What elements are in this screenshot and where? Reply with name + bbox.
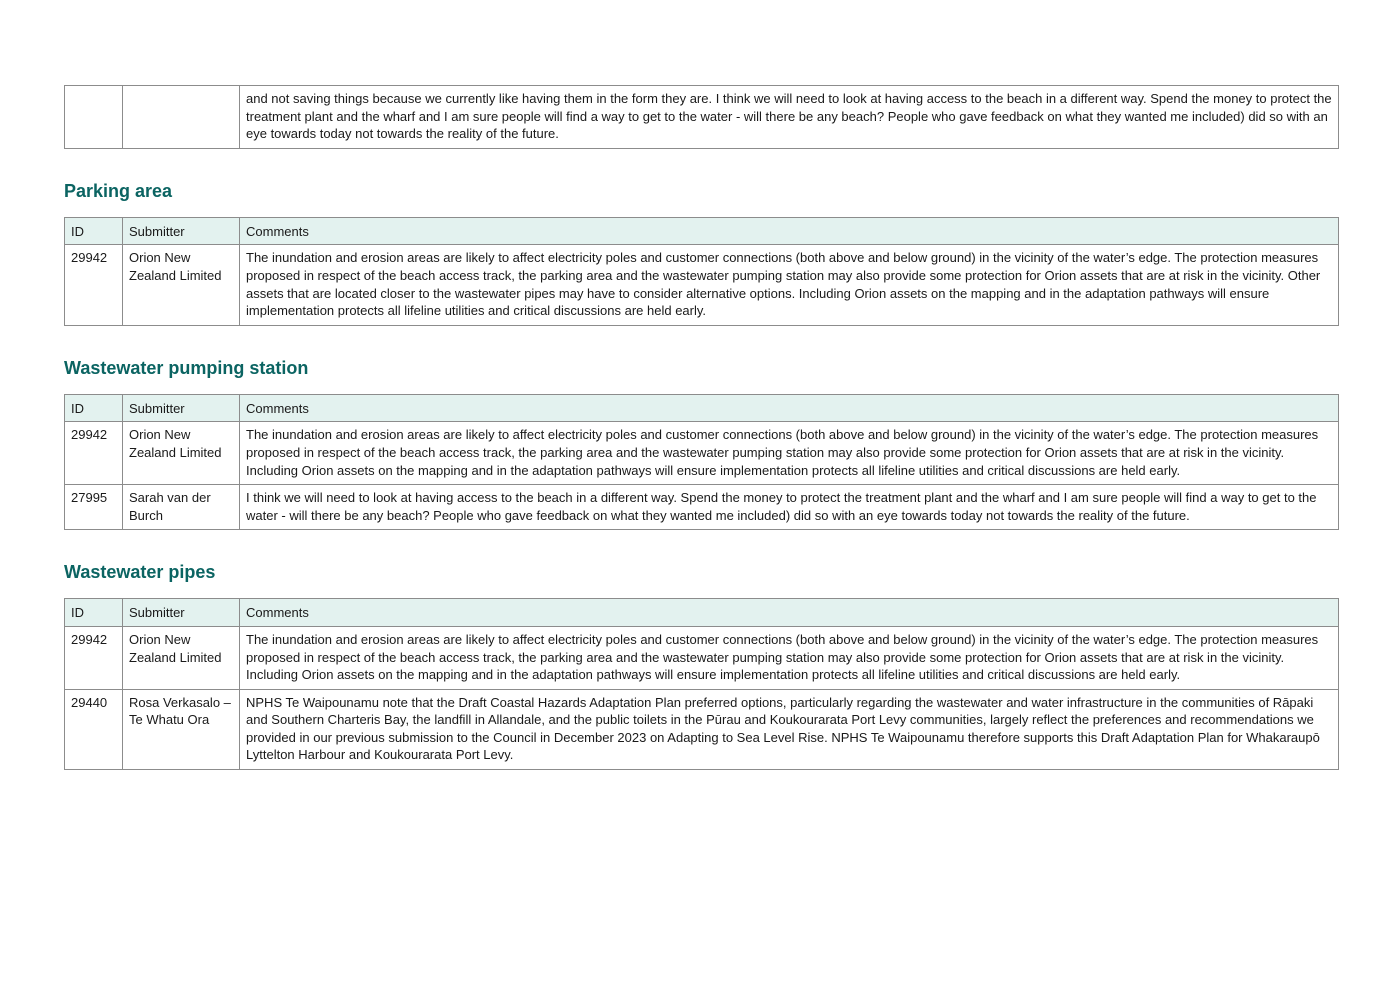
comments-cell: and not saving things because we currently like having them in the form they are. I think we will need to look at having access to the beach in a different way. Spend the money to protect the treatment plant and the wharf and I am sure people will find a way to get to the water - will there be any beach? People who gave feedback on what they wanted me included) did so with an eye towards today not towards the reality of the future. — [240, 86, 1339, 149]
comments-cell: NPHS Te Waipounamu note that the Draft Coastal Hazards Adaptation Plan preferred options, particularly regarding the wastewater and water infrastructure in the communities of Rāpaki and Southern Charteris Bay, the landfill in Allandale, and the public toilets in the Pūrau and Koukourarata Port Levy communities, largely reflect the preferences and recommendations we provided in our previous submission to the Council in December 2023 on Adapting to Sea Level Rise. NPHS Te Waipounamu therefore supports this Draft Adaptation Plan for Whakaraupō Lyttelton Harbour and Koukourarata Port Levy. — [240, 689, 1339, 769]
id-cell: 29942 — [65, 626, 123, 689]
header-comments: Comments — [240, 217, 1339, 245]
table-header-row — [65, 217, 1339, 245]
submitter-cell: Orion New Zealand Limited — [123, 626, 240, 689]
header-id: ID — [65, 599, 123, 627]
comments-cell: I think we will need to look at having access to the beach in a different way. Spend the money to protect the treatment plant and the wharf and I am sure people will find a way to get to the water - will there be any beach? People who gave feedback on what they wanted me included) did so with an eye towards today not towards the reality of the future. — [240, 485, 1339, 530]
table-row — [65, 689, 1339, 769]
table-row — [65, 245, 1339, 325]
header-comments: Comments — [240, 599, 1339, 627]
header-id: ID — [65, 217, 123, 245]
submitter-cell — [123, 86, 240, 149]
table-row — [65, 626, 1339, 689]
table-header-row — [65, 394, 1339, 422]
table-row — [65, 422, 1339, 485]
section-title-wastewater-pipes: Wastewater pipes — [64, 562, 216, 583]
comments-cell: The inundation and erosion areas are likely to affect electricity poles and customer connections (both above and below ground) in the vicinity of the water’s edge. The protection measures proposed in respect of the beach access track, the parking area and the wastewater pumping station may also provide some protection for Orion assets that are at risk in the vicinity. Including Orion assets on the mapping and in the adaptation pathways will ensure implementation protects all lifeline utilities and critical discussions are held early. — [240, 626, 1339, 689]
table-header-row — [65, 599, 1339, 627]
id-cell: 29942 — [65, 422, 123, 485]
header-id: ID — [65, 394, 123, 422]
parking-area-table — [64, 217, 1339, 326]
submitter-cell: Orion New Zealand Limited — [123, 422, 240, 485]
section-title-parking-area: Parking area — [64, 180, 173, 201]
id-cell: 29440 — [65, 689, 123, 769]
id-cell: 27995 — [65, 485, 123, 530]
continued-table — [64, 85, 1339, 149]
header-submitter: Submitter — [123, 394, 240, 422]
id-cell: 29942 — [65, 245, 123, 325]
submitter-cell: Rosa Verkasalo – Te Whatu Ora — [123, 689, 240, 769]
submitter-cell: Orion New Zealand Limited — [123, 245, 240, 325]
section-title-wastewater-pumping-station: Wastewater pumping station — [64, 357, 309, 378]
wastewater-pumping-station-table — [64, 394, 1339, 531]
table-row — [65, 485, 1339, 530]
wastewater-pipes-table — [64, 598, 1339, 770]
table-row — [65, 86, 1339, 149]
document-page — [64, 85, 1338, 770]
id-cell — [65, 86, 123, 149]
submitter-cell: Sarah van der Burch — [123, 485, 240, 530]
header-submitter: Submitter — [123, 599, 240, 627]
header-submitter: Submitter — [123, 217, 240, 245]
header-comments: Comments — [240, 394, 1339, 422]
comments-cell: The inundation and erosion areas are likely to affect electricity poles and customer connections (both above and below ground) in the vicinity of the water’s edge. The protection measures proposed in respect of the beach access track, the parking area and the wastewater pumping station may also provide some protection for Orion assets that are at risk in the vicinity. Other assets that are located closer to the wastewater pipes may have to consider alternative options. Including Orion assets on the mapping and in the adaptation pathways will ensure implementation protects all lifeline utilities and critical discussions are held early. — [240, 245, 1339, 325]
comments-cell: The inundation and erosion areas are likely to affect electricity poles and customer connections (both above and below ground) in the vicinity of the water’s edge. The protection measures proposed in respect of the beach access track, the parking area and the wastewater pumping station may also provide some protection for Orion assets that are at risk in the vicinity. Including Orion assets on the mapping and in the adaptation pathways will ensure implementation protects all lifeline utilities and critical discussions are held early. — [240, 422, 1339, 485]
